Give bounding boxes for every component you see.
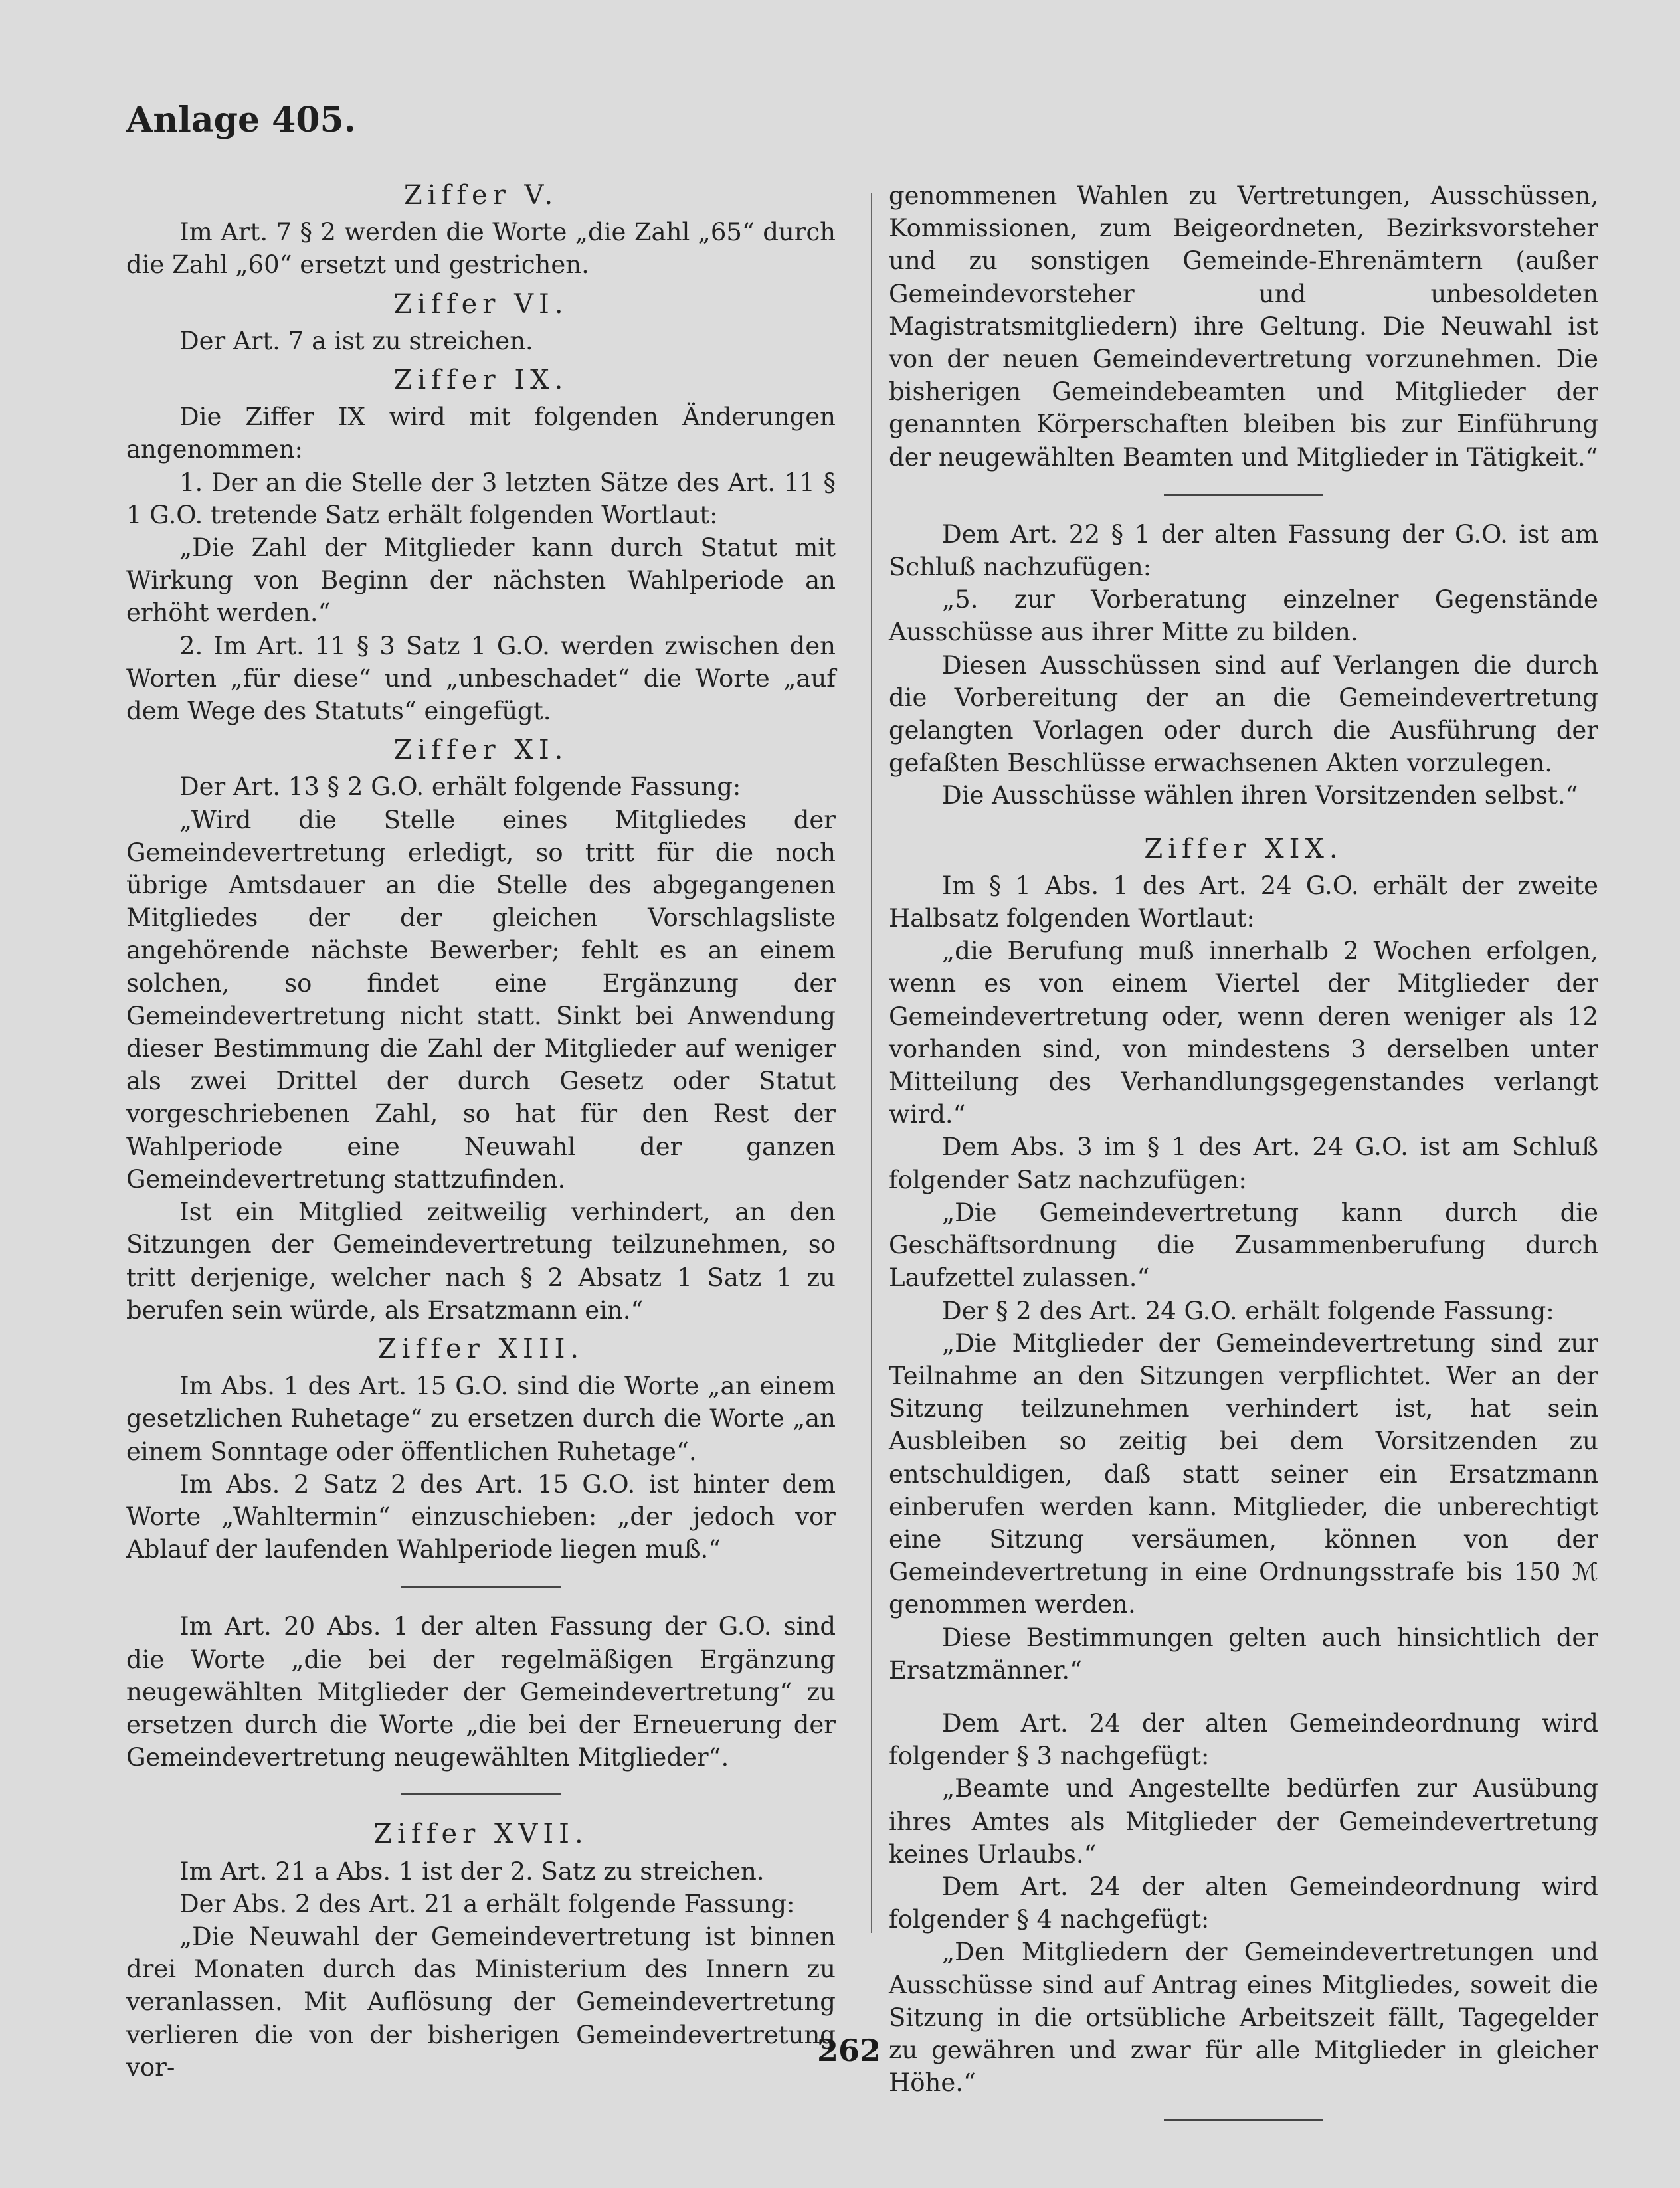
paragraph: Die Ziffer IX wird mit folgenden Änderungen angenommen: [126, 403, 836, 464]
section-heading: Ziffer V. [403, 180, 559, 211]
quoted-paragraph: „die Berufung muß innerhalb 2 Wochen erfolgen, wenn es von einem Viertel der Mitglieder der Gemeindevertretung oder, wenn deren weniger als 12 vorhanden sind, von mindestens 3 derselben unter Mitteilung des Verhandlungsgegenstandes verlangt wird.“ [889, 937, 1598, 1129]
quoted-paragraph: „Die Neuwahl der Gemeindevertretung ist binnen drei Monaten durch das Ministerium des Innern zu veranlassen. Mit Auflösung der Gemeindevertretung verlieren die von der bisherigen Gemeindevertretung vor- [126, 1922, 836, 2082]
paragraph: Im Abs. 2 Satz 2 des Art. 15 G.O. ist hinter dem Worte „Wahltermin“ einzuschieben: „der jedoch vor Ablauf der laufenden Wahlperiode liegen muß.“ [126, 1469, 836, 1564]
section-heading: Ziffer XIII. [377, 1333, 585, 1364]
quoted-paragraph: „5. zur Vorberatung einzelner Gegenstände Ausschüsse aus ihrer Mitte zu bilden. [889, 585, 1598, 647]
right-column [889, 179, 1598, 2143]
paragraph: Der § 2 des Art. 24 G.O. erhält folgende Fassung: [942, 1296, 1554, 1325]
paragraph: Die Ausschüsse wählen ihren Vorsitzenden selbst.“ [942, 781, 1578, 810]
separator-rule [1164, 2119, 1323, 2121]
paragraph: Im § 1 Abs. 1 des Art. 24 G.O. erhält der zweite Halbsatz folgenden Wortlaut: [889, 871, 1598, 933]
paragraph: Im Art. 20 Abs. 1 der alten Fassung der G.O. sind die Worte „die bei der regelmäßigen Ergänzung neugewählten Mitglieder der Gemeindevertretung“ zu ersetzen durch die Worte „die bei der Erneuerung der Gemeindevertretung neugewählten Mitglieder“. [126, 1612, 836, 1772]
quoted-paragraph: „Beamte und Angestellte bedürfen zur Ausübung ihres Amtes als Mitglieder der Gemeindevertretung keines Urlaubs.“ [889, 1774, 1598, 1869]
paragraph: 1. Der an die Stelle der 3 letzten Sätze des Art. 11 § 1 G.O. tretende Satz erhält folgenden Wortlaut: [126, 468, 836, 529]
quoted-paragraph: „Wird die Stelle eines Mitgliedes der Gemeindevertretung erledigt, so tritt für die noch übrige Amtsdauer an die Stelle des abgegangenen Mitgliedes der der gleichen Vorschlagsliste angehörende nächste Bewerber; fehlt es an einem solchen, so findet eine Ergänzung der Gemeindevertretung nicht statt. Sinkt bei Anwendung dieser Bestimmung die Zahl der Mitglieder auf weniger als zwei Drittel der durch Gesetz oder Statut vorgeschriebenen Zahl, so hat für den Rest der Wahlperiode eine Neuwahl der ganzen Gemeindevertretung stattzufinden. [126, 805, 836, 1194]
quoted-paragraph: „Den Mitgliedern der Gemeindevertretungen und Ausschüsse sind auf Antrag eines Mitgliedes, soweit die Sitzung in die ortsübliche Arbeitszeit fällt, Tagegelder zu gewähren und zwar für alle Mitglieder in gleicher Höhe.“ [889, 1938, 1598, 2098]
paragraph: Dem Art. 24 der alten Gemeindeordnung wird folgender § 3 nachgefügt: [889, 1708, 1598, 1771]
quoted-paragraph: „Die Mitglieder der Gemeindevertretung sind zur Teilnahme an den Sitzungen verpflichtet. Wer an der Sitzung teilzunehmen verhindert ist, hat sein Ausbleiben so zeitig bei dem Vorsitzenden zu entschuldigen, daß statt seiner ein Ersatzmann einberufen werden kann. Mitglieder, die unberechtigt eine Sitzung versäumen, können von der Gemeindevertretung in eine Ordnungsstrafe bis 150 ℳ genommen werden. [889, 1328, 1598, 1619]
separator-rule [401, 1586, 561, 1588]
page-header: Anlage 405. [126, 100, 356, 140]
paragraph: Ist ein Mitglied zeitweilig verhindert, an den Sitzungen der Gemeindevertretung teilzunehmen, so tritt derjenige, welcher nach § 2 Absatz 1 Satz 1 zu berufen sein würde, als Ersatzmann ein.“ [126, 1198, 836, 1324]
paragraph: Dem Art. 24 der alten Gemeindeordnung wird folgender § 4 nachgefügt: [889, 1872, 1598, 1934]
section-heading: Ziffer XI. [393, 735, 569, 766]
paragraph: Diese Bestimmungen gelten auch hinsichtlich der Ersatzmänner.“ [889, 1623, 1598, 1685]
paragraph: 2. Im Art. 11 § 3 Satz 1 G.O. werden zwischen den Worten „für diese“ und „unbeschadet“ die Worte „auf dem Wege des Statuts“ eingefügt. [126, 631, 836, 726]
section-heading: Ziffer XVII. [373, 1819, 589, 1850]
section-heading: Ziffer VI. [393, 288, 569, 319]
paragraph: Der Art. 13 § 2 G.O. erhält folgende Fassung: [179, 773, 741, 802]
separator-rule [401, 1793, 561, 1795]
separator-rule [1164, 494, 1323, 496]
quoted-paragraph: „Die Zahl der Mitglieder kann durch Statut mit Wirkung von Beginn der nächsten Wahlperiode an erhöht werden.“ [126, 533, 836, 628]
paragraph: Der Art. 7 a ist zu streichen. [179, 326, 533, 355]
paragraph: Im Art. 7 § 2 werden die Worte „die Zahl „65“ durch die Zahl „60“ ersetzt und gestrichen. [126, 218, 836, 280]
quoted-paragraph: „Die Gemeindevertretung kann durch die Geschäftsordnung die Zusammenberufung durch Laufzettel zulassen.“ [889, 1198, 1598, 1293]
paragraph: genommenen Wahlen zu Vertretungen, Ausschüssen, Kommissionen, zum Beigeordneten, Bezirksvorsteher und zu sonstigen Gemeinde-Ehrenämtern (außer Gemeindevorsteher und unbesoldeten Magistratsmitgliedern) ihre Geltung. Die Neuwahl ist von der neuen Gemeindevertretung vorzunehmen. Die bisherigen Gemeindebeamten und Mitglieder der genannten Körperschaften bleiben bis zur Einführung der neugewählten Beamten und Mitglieder in Tätigkeit.“ [889, 181, 1598, 472]
paragraph: Im Art. 21 a Abs. 1 ist der 2. Satz zu streichen. [179, 1857, 765, 1886]
paragraph: Dem Abs. 3 im § 1 des Art. 24 G.O. ist am Schluß folgender Satz nachzufügen: [889, 1133, 1598, 1194]
paragraph: Dem Art. 22 § 1 der alten Fassung der G.O. ist am Schluß nachzufügen: [889, 519, 1598, 582]
paragraph: Der Abs. 2 des Art. 21 a erhält folgende Fassung: [179, 1889, 795, 1918]
section-heading: Ziffer XIX. [1144, 833, 1343, 864]
paragraph: Diesen Ausschüssen sind auf Verlangen die durch die Vorbereitung der an die Gemeindevertretung gelangten Vorlagen oder durch die Ausführung der gefaßten Beschlüsse erwachsenen Akten vorzulegen. [889, 650, 1598, 778]
paragraph: Im Abs. 1 des Art. 15 G.O. sind die Worte „an einem gesetzlichen Ruhetage“ zu ersetzen durch die Worte „an einem Sonntage oder öffentlichen Ruhetage“. [126, 1372, 836, 1466]
section-heading: Ziffer IX. [393, 365, 569, 396]
page-number: 262 [817, 2033, 882, 2068]
left-column [126, 179, 836, 2084]
column-divider [871, 193, 872, 1933]
